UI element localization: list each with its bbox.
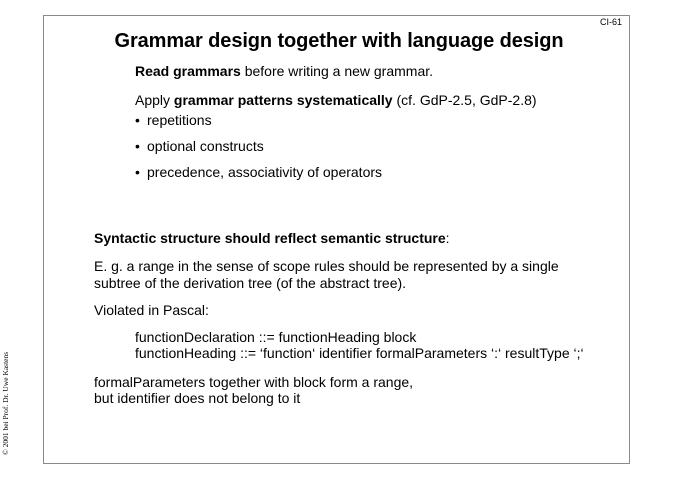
apply-patterns-rest: (cf. GdP-2.5, GdP-2.8): [392, 92, 537, 108]
bullet-text-precedence: precedence, associativity of operators: [147, 164, 383, 180]
grammar-rule-function-declaration: functionDeclaration ::= functionHeading block: [135, 329, 417, 345]
bullet-item: [135, 138, 264, 155]
syntactic-structure-heading: [94, 230, 450, 247]
range-paragraph-line1: E. g. a range in the sense of scope rules should be represented by a single: [94, 258, 559, 274]
bullet-item: [135, 164, 382, 181]
conclusion-line1: formalParameters together with block form a range,: [94, 374, 414, 390]
apply-prefix: Apply: [135, 92, 174, 108]
conclusion-line2: but identifier does not belong to it: [94, 390, 301, 406]
read-grammars-bold: Read grammars: [135, 63, 241, 79]
copyright-notice: © 2001 bei Prof. Dr. Uwe Kastens: [1, 351, 10, 455]
slide-title: Grammar design together with language design: [114, 30, 564, 52]
bullet-glyph: •: [135, 164, 140, 180]
syntactic-structure-colon: :: [445, 230, 450, 246]
read-grammars-line: [135, 63, 433, 80]
apply-patterns-bold: grammar patterns systematically: [173, 92, 393, 108]
violated-in-pascal: Violated in Pascal:: [94, 302, 209, 318]
bullet-text-optional: optional constructs: [147, 138, 264, 154]
slide-number: CI-61: [600, 17, 623, 27]
bullet-item: [135, 112, 212, 129]
grammar-rule-function-heading: functionHeading ::= ‘function‘ identifier formalParameters ‘:‘ resultType ‘;‘: [135, 345, 584, 361]
syntactic-structure-bold: Syntactic structure should reflect semantic structure: [94, 230, 446, 246]
apply-patterns-line: [135, 92, 537, 109]
bullet-glyph: •: [135, 112, 140, 128]
bullet-text-repetitions: repetitions: [147, 112, 212, 128]
read-grammars-rest: before writing a new grammar.: [240, 63, 434, 79]
bullet-glyph: •: [135, 138, 140, 154]
range-paragraph-line2: subtree of the derivation tree (of the abstract tree).: [94, 275, 407, 291]
